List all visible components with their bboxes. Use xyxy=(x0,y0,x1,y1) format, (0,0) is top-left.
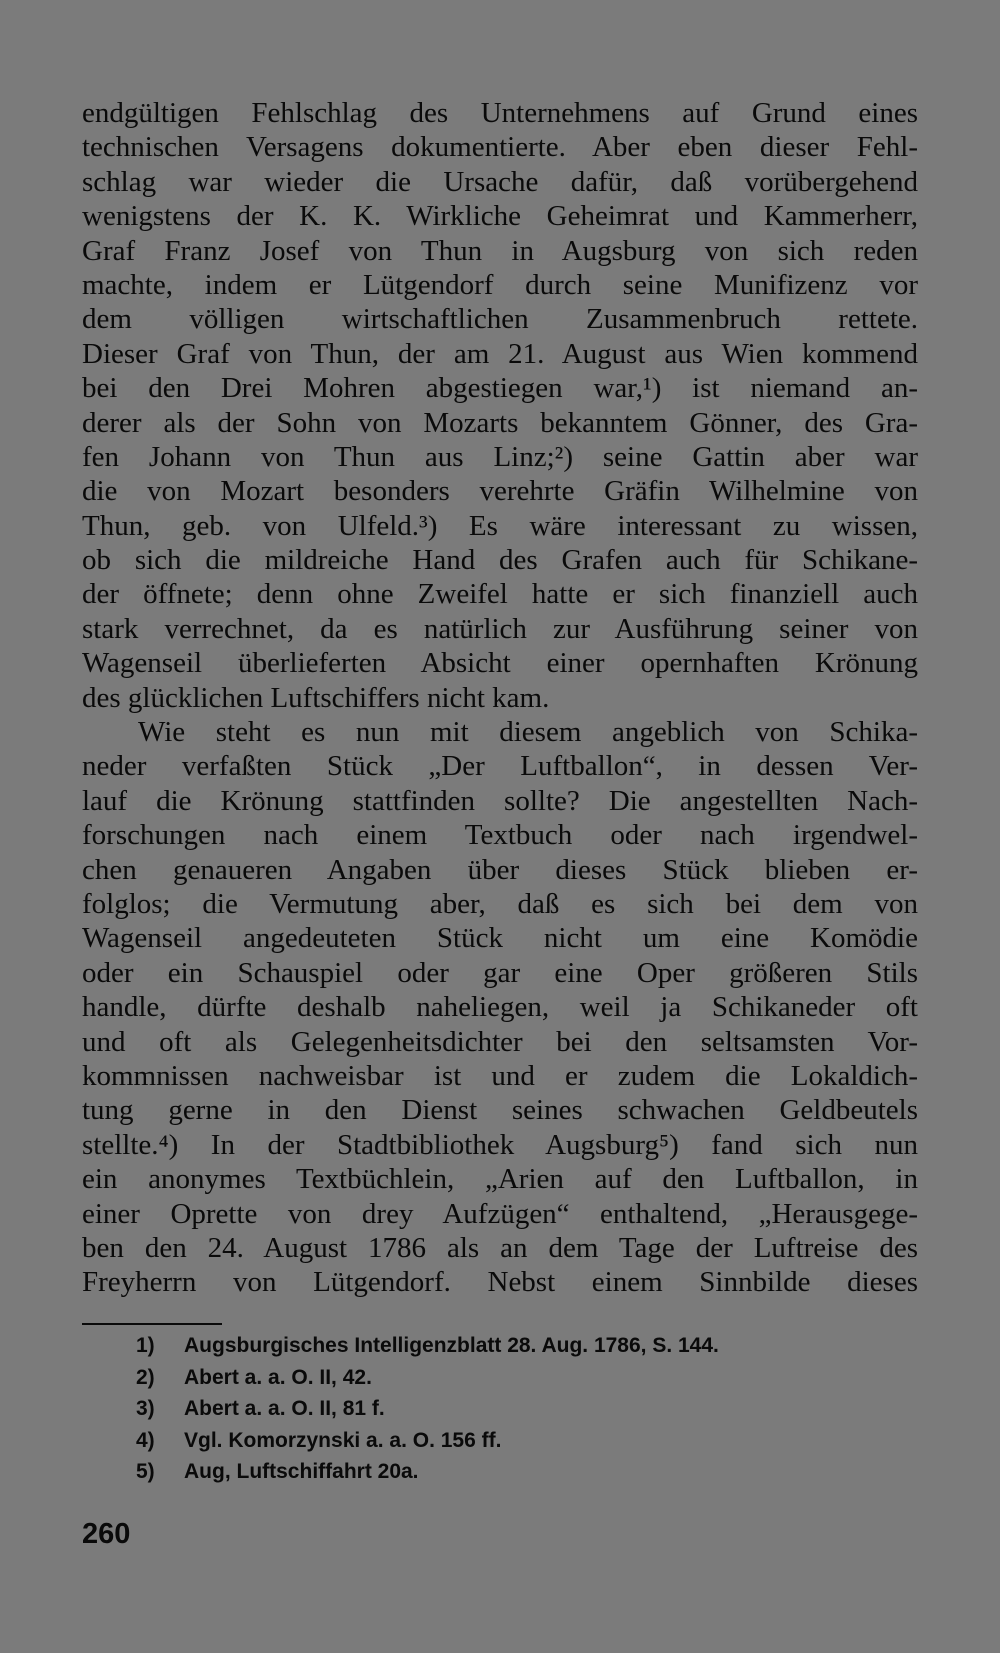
text-line: ein anonymes Textbüchlein, „Arien auf den Luftballon, in xyxy=(82,1163,918,1196)
text-line: Thun, geb. von Ulfeld.³) Es wäre interessant zu wissen, xyxy=(82,509,918,542)
footnotes xyxy=(136,1330,896,1488)
footnote-divider xyxy=(82,1323,222,1325)
text-line: derer als der Sohn von Mozarts bekanntem Gönner, des Gra- xyxy=(82,406,918,439)
text-line: die von Mozart besonders verehrte Gräfin Wilhelmine von xyxy=(82,475,918,508)
text-line: endgültigen Fehlschlag des Unternehmens auf Grund eines xyxy=(82,97,918,129)
text-line: handle, dürfte deshalb naheliegen, weil ja Schikaneder oft xyxy=(82,991,918,1024)
text-line: ob sich die mildreiche Hand des Grafen auch für Schikane- xyxy=(82,544,918,577)
footnote xyxy=(136,1330,896,1362)
text-line: des glücklichen Luftschiffers nicht kam. xyxy=(82,681,550,714)
footnote-text: Vgl. Komorzynski a. a. O. 156 ff. xyxy=(184,1428,502,1452)
page-number: 260 xyxy=(82,1518,131,1550)
text-line: stark verrechnet, da es natürlich zur Ausführung seiner von xyxy=(82,612,918,645)
text-line: fen Johann von Thun aus Linz;²) seine Gattin aber war xyxy=(82,440,918,473)
text-line: Graf Franz Josef von Thun in Augsburg von sich reden xyxy=(82,234,918,267)
text-line: ben den 24. August 1786 als an dem Tage der Luftreise des xyxy=(82,1231,918,1264)
footnote xyxy=(136,1393,896,1425)
text-line: Dieser Graf von Thun, der am 21. August aus Wien kommend xyxy=(82,337,918,370)
text-line: bei den Drei Mohren abgestiegen war,¹) ist niemand an- xyxy=(82,372,918,405)
body-text xyxy=(82,96,918,1300)
text-line: kommnissen nachweisbar ist und er zudem die Lokaldich- xyxy=(82,1059,918,1092)
text-line: der öffnete; denn ohne Zweifel hatte er sich finanziell auch xyxy=(82,578,918,611)
text-line: stellte.⁴) In der Stadtbibliothek Augsburg⁵) fand sich nun xyxy=(82,1128,918,1161)
text-line: tung gerne in den Dienst seines schwachen Geldbeutels xyxy=(82,1094,918,1127)
text-line: neder verfaßten Stück „Der Luftballon“, in dessen Ver- xyxy=(82,750,918,783)
footnote xyxy=(136,1456,896,1488)
text-line: Wie steht es nun mit diesem angeblich von Schika- xyxy=(138,716,918,749)
footnote-text: Abert a. a. O. II, 42. xyxy=(184,1365,372,1389)
text-line: oder ein Schauspiel oder gar eine Oper größeren Stils xyxy=(82,956,918,989)
text-line: technischen Versagens dokumentierte. Aber eben dieser Fehl- xyxy=(82,131,918,164)
footnote-mark: 3) xyxy=(136,1397,155,1421)
footnote-text: Abert a. a. O. II, 81 f. xyxy=(184,1397,385,1421)
footnote-mark: 2) xyxy=(136,1365,155,1389)
text-line: Wagenseil angedeuteten Stück nicht um eine Komödie xyxy=(82,922,918,955)
footnote-mark: 4) xyxy=(136,1428,155,1452)
footnote-text: Augsburgisches Intelligenzblatt 28. Aug. 1786, S. 144. xyxy=(184,1334,719,1357)
text-line: Freyherrn von Lütgendorf. Nebst einem Sinnbilde dieses xyxy=(82,1266,918,1299)
text-line: lauf die Krönung stattfinden sollte? Die angestellten Nach- xyxy=(82,784,918,817)
text-line: schlag war wieder die Ursache dafür, daß vorübergehend xyxy=(82,165,918,198)
footnote xyxy=(136,1362,896,1394)
text-line: chen genaueren Angaben über dieses Stück blieben er- xyxy=(82,853,918,886)
text-line: folglos; die Vermutung aber, daß es sich bei dem von xyxy=(82,887,918,920)
text-line: wenigstens der K. K. Wirkliche Geheimrat und Kammerherr, xyxy=(82,200,918,233)
text-line: und oft als Gelegenheitsdichter bei den seltsamsten Vor- xyxy=(82,1025,918,1058)
text-line: Wagenseil überlieferten Absicht einer opernhaften Krönung xyxy=(82,647,918,680)
footnote-mark: 1) xyxy=(136,1334,155,1357)
footnote-text: Aug, Luftschiffahrt 20a. xyxy=(184,1460,419,1484)
text-line: dem völligen wirtschaftlichen Zusammenbruch rettete. xyxy=(82,303,918,336)
text-line: einer Oprette von drey Aufzügen“ enthaltend, „Herausgege- xyxy=(82,1197,918,1230)
footnote xyxy=(136,1425,896,1457)
text-line: forschungen nach einem Textbuch oder nach irgendwel- xyxy=(82,819,918,852)
footnote-mark: 5) xyxy=(136,1460,155,1484)
text-line: machte, indem er Lütgendorf durch seine Munifizenz vor xyxy=(82,268,918,301)
